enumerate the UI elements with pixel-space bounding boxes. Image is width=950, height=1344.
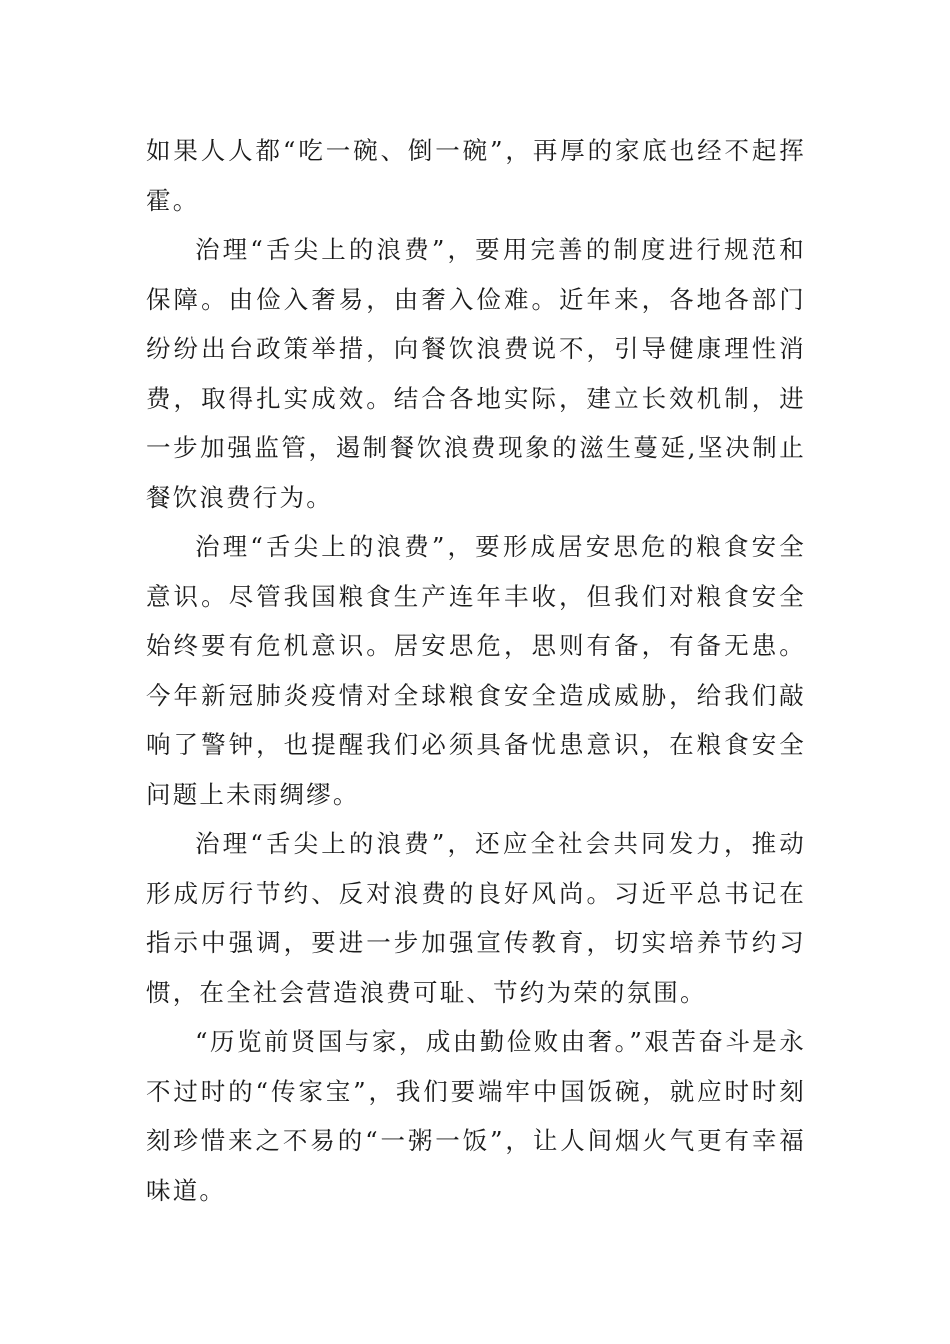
paragraph-3: 治理“舌尖上的浪费”，要形成居安思危的粮食安全意识。尽管我国粮食生产连年丰收，但我们对粮食安全始终要有危机意识。居安思危，思则有备，有备无患。今年新冠肺炎疫情对全球粮食安全造成威胁，给我们敲响了警钟，也提醒我们必须具备忧患意识，在粮食安全问题上未雨绸缪。 — [146, 532, 806, 809]
paragraph-2: 治理“舌尖上的浪费”，要用完善的制度进行规范和保障。由俭入奢易，由奢入俭难。近年来，各地各部门纷纷出台政策举措，向餐饮浪费说不，引导健康理性消费，取得扎实成效。结合各地实际，建立长效机制，进一步加强监管，遏制餐饮浪费现象的滋生蔓延,坚决制止餐饮浪费行为。 — [146, 235, 806, 512]
paragraph-1: 如果人人都“吃一碗、倒一碗”，再厚的家底也经不起挥霍。 — [146, 136, 806, 215]
paragraph-4: 治理“舌尖上的浪费”，还应全社会共同发力，推动形成厉行节约、反对浪费的良好风尚。习近平总书记在指示中强调，要进一步加强宣传教育，切实培养节约习惯，在全社会营造浪费可耻、节约为荣的氛围。 — [146, 829, 806, 1007]
document-body — [146, 126, 806, 1215]
paragraph-5: “历览前贤国与家，成由勤俭败由奢。”艰苦奋斗是永不过时的“传家宝”，我们要端牢中国饭碗，就应时时刻刻珍惜来之不易的“一粥一饭”，让人间烟火气更有幸福味道。 — [146, 1027, 806, 1205]
